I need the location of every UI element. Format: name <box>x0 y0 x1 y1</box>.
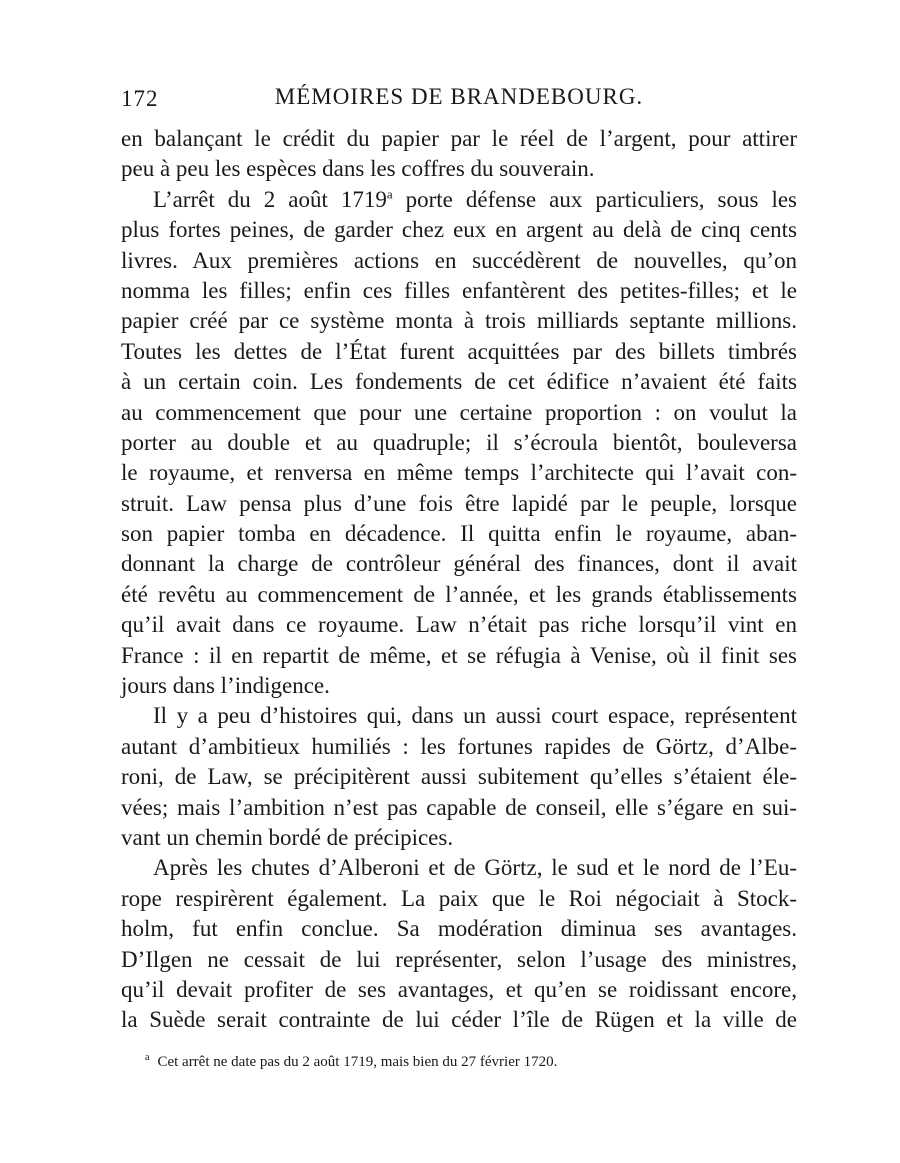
text-line: plus fortes peines, de garder chez eux en argent au delà de cinq cents <box>121 217 797 243</box>
text-line: vées; mais l’ambition n’est pas capable de conseil, elle s’égare en sui- <box>121 794 797 820</box>
paragraph-3 <box>121 701 797 853</box>
footnote-text: Cet arrêt ne date pas du 2 août 1719, mais bien du 27 février 1720. <box>157 1054 558 1070</box>
text-line: holm, fut enfin conclue. Sa modération diminua ses avantages. <box>121 916 797 942</box>
text-line: le royaume, et renversa en même temps l’architecte qui l’avait con- <box>121 460 797 486</box>
body-text <box>121 124 797 1036</box>
paragraph-2 <box>121 185 797 702</box>
text-line: qu’il avait dans ce royaume. Law n’était pas riche lorsqu’il vint en <box>121 612 797 638</box>
text-line <box>121 185 797 215</box>
text-line: Il y a peu d’histoires qui, dans un aussi court espace, représentent <box>153 703 797 729</box>
text-line: au commencement que pour une certaine proportion : on voulut la <box>121 399 797 425</box>
text-line: à un certain coin. Les fondements de cet édifice n’avaient été faits <box>121 369 797 395</box>
text-line: été revêtu au commencement de l’année, et les grands établissements <box>121 581 797 607</box>
text-fragment: L’arrêt du 2 août 1719 <box>153 186 387 212</box>
text-line: Après les chutes d’Alberoni et de Görtz, le sud et le nord de l’Eu- <box>153 855 797 881</box>
text-line: la Suède serait contrainte de lui céder l’île de Rügen et la ville de <box>121 1007 797 1033</box>
footnote-mark: a <box>145 1052 150 1063</box>
text-line: qu’il devait profiter de ses avantages, et qu’en se roidissant encore, <box>121 976 797 1002</box>
text-line: D’Ilgen ne cessait de lui représenter, selon l’usage des ministres, <box>121 946 797 972</box>
text-line: vant un chemin bordé de précipices. <box>121 824 454 850</box>
page-header <box>121 80 797 114</box>
text-line: France : il en repartit de même, et se réfugia à Venise, où il finit ses <box>121 642 797 668</box>
page-number: 172 <box>121 86 159 111</box>
text-line: struit. Law pensa plus d’une fois être lapidé par le peuple, lorsque <box>121 490 797 516</box>
text-line: en balançant le crédit du papier par le réel de l’argent, pour attirer <box>121 126 797 151</box>
text-line: porter au double et au quadruple; il s’écroula bientôt, bouleversa <box>121 429 797 455</box>
footnote <box>145 1052 557 1071</box>
text-line: Toutes les dettes de l’État furent acquittées par des billets timbrés <box>121 338 797 364</box>
text-line: papier créé par ce système monta à trois milliards septante millions. <box>121 308 797 334</box>
text-line: nomma les filles; enfin ces filles enfantèrent des petites-filles; et le <box>121 277 797 303</box>
text-fragment: porte défense aux particuliers, sous les <box>392 186 798 212</box>
running-title: MÉMOIRES DE BRANDEBOURG. <box>274 84 644 109</box>
text-line: rope respirèrent également. La paix que le Roi négociait à Stock- <box>121 885 797 911</box>
text-line: livres. Aux premières actions en succédèrent de nouvelles, qu’on <box>121 247 797 273</box>
paragraph-1 <box>121 124 797 185</box>
text-line: roni, de Law, se précipitèrent aussi subitement qu’elles s’étaient éle- <box>121 764 797 790</box>
text-line: peu à peu les espèces dans les coffres du souverain. <box>121 156 595 182</box>
text-line: jours dans l’indigence. <box>121 673 330 699</box>
paragraph-4 <box>121 853 797 1035</box>
footnote-reference: a <box>386 186 393 202</box>
text-line: donnant la charge de contrôleur général des finances, dont il avait <box>121 551 797 577</box>
text-line: autant d’ambitieux humiliés : les fortunes rapides de Görtz, d’Albe- <box>121 733 797 759</box>
text-line: son papier tomba en décadence. Il quitta enfin le royaume, aban- <box>121 521 797 547</box>
